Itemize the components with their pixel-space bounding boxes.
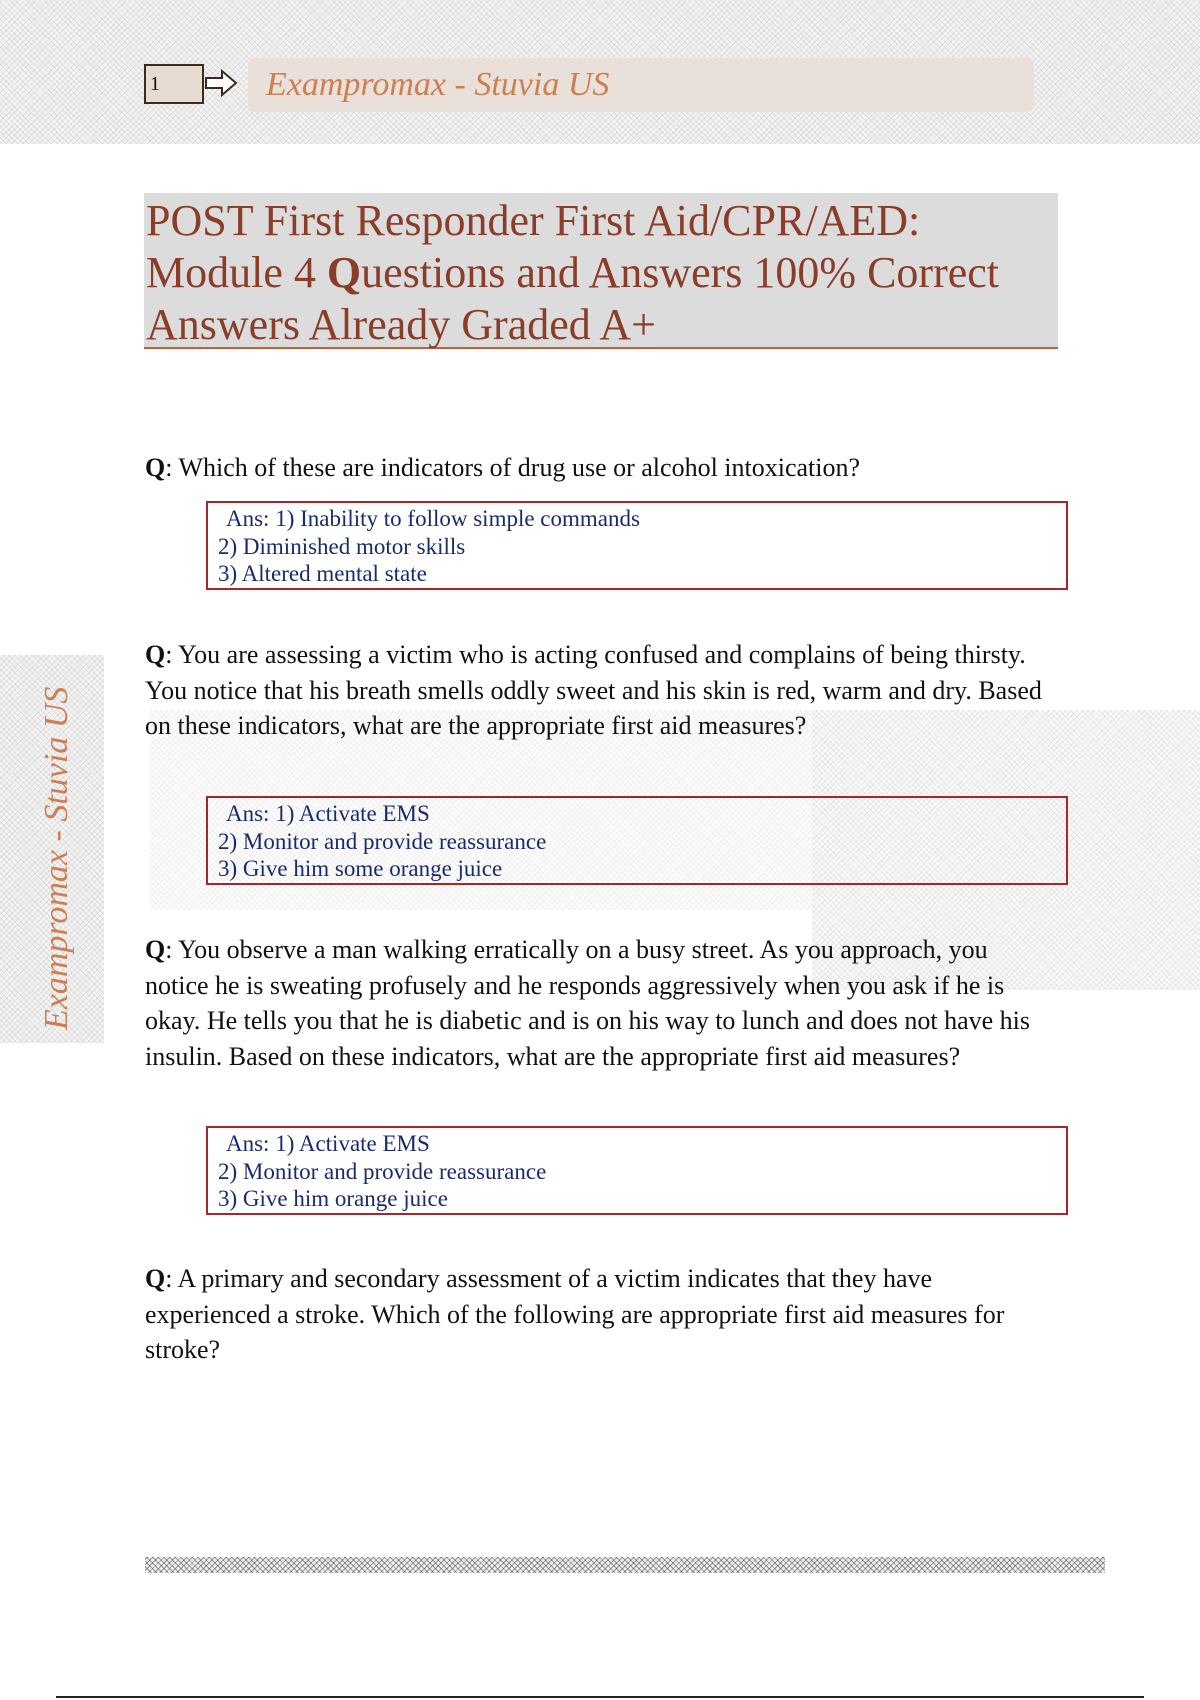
title-line-2-end: uestions and Answers 100% Correct	[361, 248, 1000, 297]
question-label: Q	[145, 935, 166, 964]
answer-line: 3) Give him some orange juice	[218, 856, 503, 881]
title-line-2-start: Module 4	[146, 248, 327, 297]
title-line-2-q: Q	[326, 248, 362, 297]
answer-line: 2) Monitor and provide reassurance	[218, 1158, 547, 1184]
bottom-divider	[56, 1696, 1144, 1698]
question-text: : You are assessing a victim who is acting confused and complains of being thirsty. You notice that his breath smells oddly sweet and his skin is red, warm and dry. Based on these indicators, what are the appropriate first aid measures?	[145, 640, 1042, 740]
footer-pattern-strip	[145, 1557, 1105, 1573]
title-line-2	[146, 247, 1058, 299]
side-watermark: Exampromax - Stuvia US	[38, 686, 75, 1030]
title-line-3: Answers Already Graded A+	[146, 300, 656, 349]
answer-line: Ans: 1) Activate EMS	[226, 1131, 430, 1156]
question-label: Q	[145, 640, 166, 669]
answer-box-1	[206, 501, 1068, 590]
document-title	[144, 193, 1058, 349]
answer-line: 3) Give him orange juice	[218, 1186, 448, 1211]
question-2	[145, 637, 1050, 744]
header-banner: Exampromax - Stuvia US	[248, 58, 1034, 112]
answer-line: 2) Monitor and provide reassurance	[218, 828, 547, 854]
title-line-1: POST First Responder First Aid/CPR/AED:	[146, 196, 921, 245]
answer-line: Ans: 1) Inability to follow simple commands	[226, 506, 640, 531]
question-text: : Which of these are indicators of drug use or alcohol intoxication?	[165, 453, 861, 482]
answer-line: Ans: 1) Activate EMS	[226, 801, 430, 826]
page-number: 1	[144, 64, 204, 104]
question-text: : A primary and secondary assessment of a victim indicates that they have experienced a stroke. Which of the following are appropriate first aid measures for stroke?	[145, 1264, 1005, 1364]
answer-line: 2) Diminished motor skills	[218, 533, 466, 559]
answer-box-2	[206, 796, 1068, 885]
question-text: : You observe a man walking erratically on a busy street. As you approach, you notice he is sweating profusely and he responds aggressively when you ask if he is okay. He tells you that he is diabetic and is on his way to lunch and does not have his insulin. Based on these indicators, what are the appropriate first aid measures?	[145, 935, 1031, 1071]
arrow-right-icon	[204, 68, 238, 98]
question-4	[145, 1261, 1050, 1368]
question-label: Q	[145, 453, 166, 482]
answer-box-3	[206, 1126, 1068, 1215]
question-label: Q	[145, 1264, 166, 1293]
question-3	[145, 932, 1050, 1074]
question-1	[145, 450, 1050, 486]
answer-line: 3) Altered mental state	[218, 561, 427, 586]
